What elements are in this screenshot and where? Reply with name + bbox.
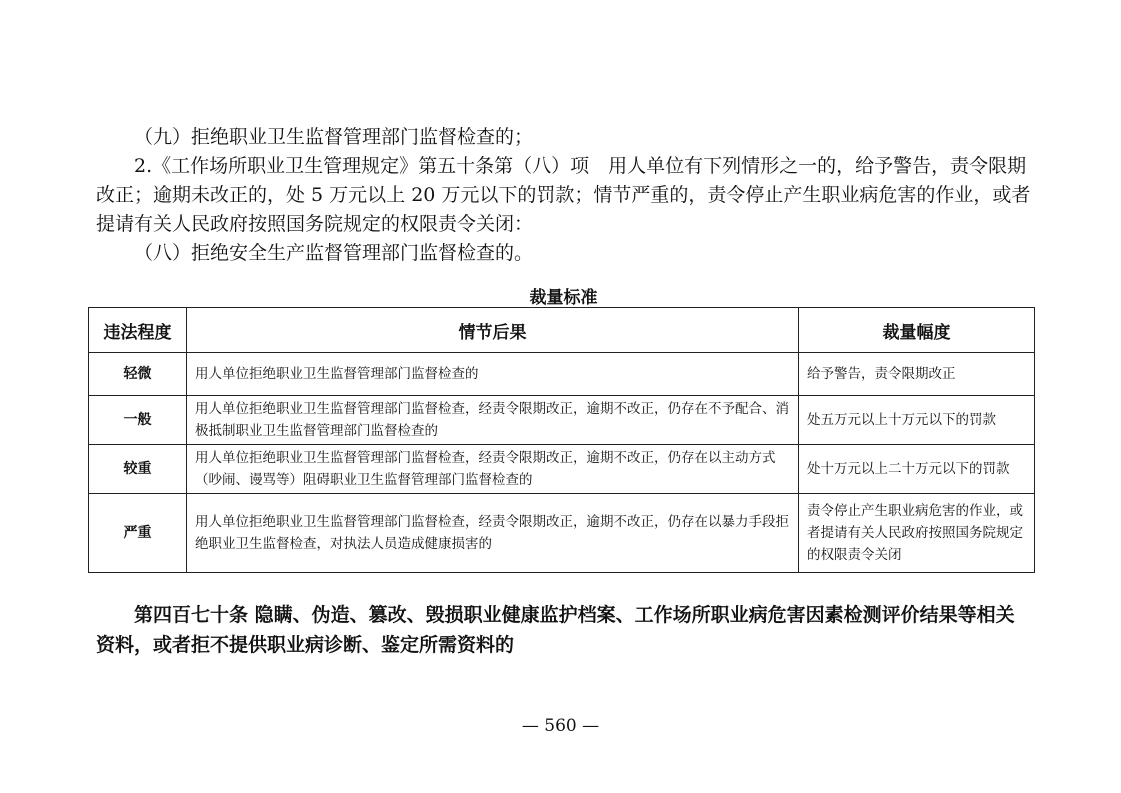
page-number: — 560 — <box>521 716 600 736</box>
paragraph-item-8: （八）拒绝安全生产监督管理部门监督检查的。 <box>134 242 534 264</box>
header-violation-degree: 违法程度 <box>89 308 187 353</box>
cell-circumstance: 用人单位拒绝职业卫生监督管理部门监督检查，经责令限期改正，逾期不改正，仍存在以主动方式（吵闹、谩骂等）阻碍职业卫生监督管理部门监督检查的 <box>187 445 799 494</box>
table-header-row <box>89 308 1035 353</box>
cell-circumstance: 用人单位拒绝职业卫生监督管理部门监督检查，经责令限期改正，逾期不改正，仍存在以暴力手段拒绝职业卫生监督检查，对执法人员造成健康损害的 <box>187 494 799 573</box>
table-row <box>89 353 1035 396</box>
cell-penalty: 处十万元以上二十万元以下的罚款 <box>799 445 1035 494</box>
table-row <box>89 445 1035 494</box>
cell-penalty: 责令停止产生职业病危害的作业，或者提请有关人民政府按照国务院规定的权限责令关闭 <box>799 494 1035 573</box>
table-caption: 裁量标准 <box>529 288 598 308</box>
header-circumstances: 情节后果 <box>187 308 799 353</box>
cell-circumstance: 用人单位拒绝职业卫生监督管理部门监督检查的 <box>187 353 799 396</box>
cell-penalty: 给予警告，责令限期改正 <box>799 353 1035 396</box>
cell-level: 较重 <box>89 445 187 494</box>
cell-level: 轻微 <box>89 353 187 396</box>
cell-level: 一般 <box>89 396 187 445</box>
table-row <box>89 494 1035 573</box>
paragraph-regulation-article-50: 2.《工作场所职业卫生管理规定》第五十条第（八）项 用人单位有下列情形之一的，给予警告，责令限期改正；逾期未改正的，处 5 万元以上 20 万元以下的罚款；情节严重的，责令停止产生职业病危害的作业，或者提请有关人民政府按照国务院规定的权限责令关闭： <box>96 155 1031 235</box>
paragraph-item-9: （九）拒绝职业卫生监督管理部门监督检查的； <box>134 126 534 148</box>
header-penalty-range: 裁量幅度 <box>799 308 1035 353</box>
cell-level: 严重 <box>89 494 187 573</box>
cell-circumstance: 用人单位拒绝职业卫生监督管理部门监督检查，经责令限期改正，逾期不改正，仍存在不予配合、消极抵制职业卫生监督管理部门监督检查的 <box>187 396 799 445</box>
penalty-standard-table <box>88 307 1035 573</box>
article-470-heading: 第四百七十条 隐瞒、伪造、篡改、毁损职业健康监护档案、工作场所职业病危害因素检测评价结果等相关资料，或者拒不提供职业病诊断、鉴定所需资料的 <box>96 604 1015 656</box>
cell-penalty: 处五万元以上十万元以下的罚款 <box>799 396 1035 445</box>
table-row <box>89 396 1035 445</box>
